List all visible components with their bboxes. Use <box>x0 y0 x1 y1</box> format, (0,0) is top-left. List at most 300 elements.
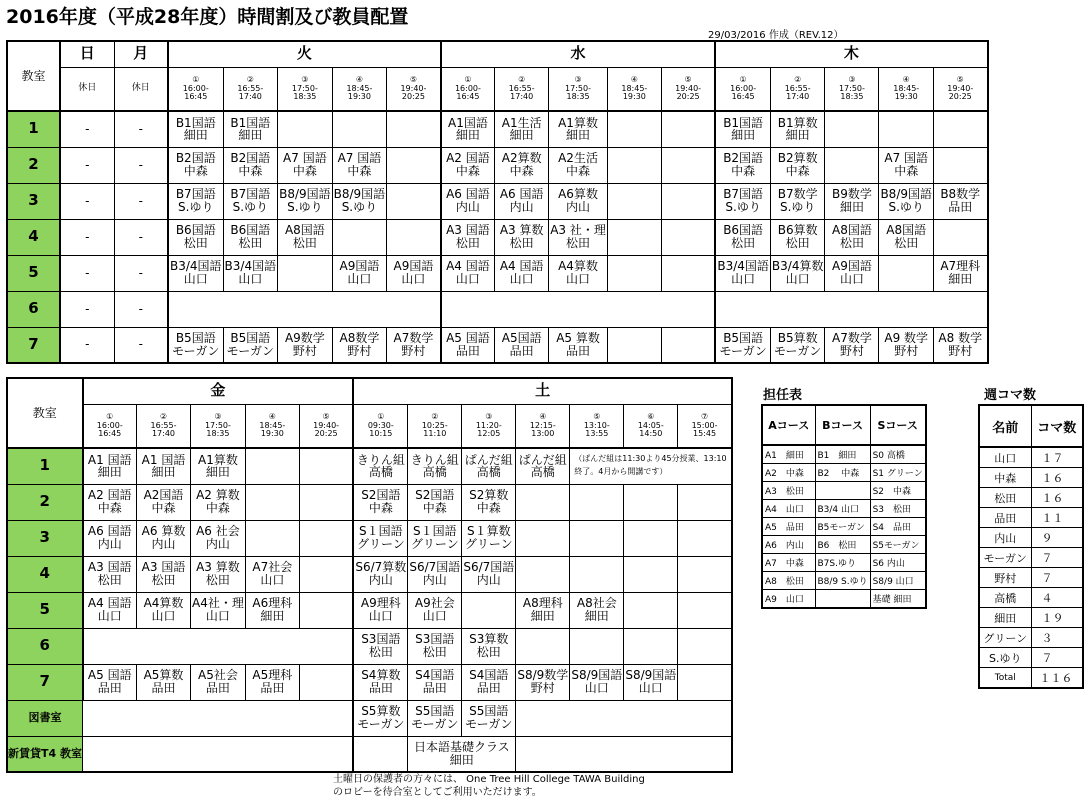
class-subject: B6算数 <box>777 223 818 238</box>
lesson-count: １７ <box>1031 447 1083 468</box>
class-cell <box>770 183 825 219</box>
period-end: 10:15 <box>369 428 393 438</box>
class-teacher: 松田 <box>422 645 447 659</box>
class-cell <box>549 327 608 363</box>
empty-cell <box>570 556 624 592</box>
class-teacher: 内山 <box>455 200 480 214</box>
class-teacher: 中森 <box>292 164 317 178</box>
empty-cell <box>607 219 661 255</box>
class-teacher: 松田 <box>183 236 208 250</box>
class-cell <box>137 664 191 700</box>
course-header: Sコース <box>870 405 926 445</box>
empty-cell <box>661 219 715 255</box>
class-cell <box>353 592 407 628</box>
class-subject: A5国語 <box>501 331 542 346</box>
class-teacher: モーガン <box>774 343 822 358</box>
class-subject: A1算数 <box>198 452 238 467</box>
class-cell <box>387 327 441 363</box>
period-number: ⑤ <box>684 75 692 85</box>
room-number: 6 <box>7 291 60 327</box>
class-subject: A8国語 <box>284 223 325 238</box>
class-teacher: 品田 <box>368 681 393 695</box>
class-cell <box>825 183 879 219</box>
class-teacher: 品田 <box>260 681 285 695</box>
class-subject: S１算数 <box>466 524 511 539</box>
day-fri: 金 <box>83 378 354 404</box>
dash-cell: - <box>114 111 168 147</box>
period-start: 19:40- <box>675 83 702 93</box>
empty-cell <box>624 628 678 664</box>
room-header: 教室 <box>7 41 60 111</box>
period-start: 15:00- <box>691 420 718 430</box>
class-teacher: 松田 <box>151 573 176 587</box>
class-teacher: 野村 <box>839 343 864 358</box>
empty-cell <box>83 628 354 664</box>
empty-cell <box>332 111 387 147</box>
class-subject: A9数学 <box>284 331 325 346</box>
class-teacher: グリーン <box>410 537 459 551</box>
empty-cell <box>516 700 732 736</box>
homeroom-cell: A5 品田 <box>762 518 815 536</box>
class-teacher: 品田 <box>455 343 480 358</box>
homeroom-cell: B6 松田 <box>815 536 870 554</box>
course-header: Bコース <box>815 405 870 445</box>
period-end: 16:45 <box>731 91 755 101</box>
room-number: 3 <box>7 183 60 219</box>
class-subject: A7 国語 <box>337 151 382 166</box>
class-cell <box>332 147 387 183</box>
period-end: 15:45 <box>693 428 717 438</box>
class-cell <box>549 255 608 291</box>
class-cell <box>441 255 495 291</box>
class-subject: B7国語 <box>175 187 216 202</box>
class-teacher: 中森 <box>566 164 591 178</box>
class-cell <box>168 147 223 183</box>
empty-cell <box>516 484 570 520</box>
holiday-label: 休日 <box>60 67 114 111</box>
class-teacher: 細田 <box>97 465 122 480</box>
day-tue: 火 <box>168 41 441 67</box>
class-cell <box>549 219 608 255</box>
period-start: 16:55- <box>237 83 264 93</box>
class-cell <box>715 183 770 219</box>
class-teacher: 松田 <box>238 236 263 250</box>
period-end: 14:50 <box>639 428 663 438</box>
class-subject: A6 国語 <box>87 524 132 539</box>
class-teacher: 中森 <box>368 501 393 515</box>
class-teacher: 高橋 <box>530 465 555 480</box>
class-subject: A5 国語 <box>446 331 490 346</box>
class-cell <box>462 628 516 664</box>
period-number: ④ <box>539 412 547 422</box>
class-subject: S2算数 <box>469 488 509 503</box>
teacher-name: S.ゆり <box>979 648 1031 668</box>
empty-cell <box>278 111 333 147</box>
class-teacher: グリーン <box>464 537 513 551</box>
class-cell <box>715 327 770 363</box>
period-end: 17:40 <box>510 91 534 101</box>
class-teacher: 細田 <box>566 128 591 143</box>
class-teacher: 松田 <box>368 645 393 659</box>
homeroom-cell: A1 細田 <box>762 445 815 464</box>
period-end: 18:35 <box>206 428 230 438</box>
class-cell <box>462 700 516 736</box>
empty-cell <box>516 520 570 556</box>
class-subject: B2国語 <box>723 151 764 166</box>
class-cell <box>168 219 223 255</box>
period-number: ③ <box>214 412 222 422</box>
empty-cell <box>570 628 624 664</box>
class-teacher: 細田 <box>530 609 555 623</box>
class-subject: B5国語 <box>175 331 216 346</box>
class-cell <box>495 327 549 363</box>
class-cell <box>223 327 278 363</box>
day-thu: 木 <box>715 41 987 67</box>
period-header <box>462 404 516 448</box>
class-teacher: 品田 <box>97 681 122 695</box>
period-start: 18:45- <box>893 83 920 93</box>
class-subject: B6国語 <box>175 223 216 238</box>
empty-cell <box>83 700 354 736</box>
class-cell <box>245 556 299 592</box>
class-subject: A9国語 <box>832 259 872 274</box>
class-subject: A1算数 <box>558 115 598 130</box>
class-teacher: 山口 <box>401 272 426 286</box>
class-teacher: 松田 <box>839 236 864 250</box>
class-cell <box>408 700 462 736</box>
class-subject: A5社会 <box>198 668 238 683</box>
period-header <box>624 404 678 448</box>
class-teacher: 山口 <box>785 272 810 286</box>
period-start: 19:40- <box>947 83 974 93</box>
class-subject: B7国語 <box>230 187 271 202</box>
period-number: ⑤ <box>956 75 964 85</box>
period-start: 11:20- <box>475 420 502 430</box>
class-teacher: モーガン <box>226 343 274 358</box>
class-subject: S3算数 <box>469 632 509 647</box>
dash-cell: - <box>60 183 114 219</box>
class-cell <box>441 219 495 255</box>
class-teacher: 細田 <box>455 128 480 143</box>
room-number: 4 <box>7 556 83 592</box>
class-teacher: 山口 <box>97 609 122 623</box>
empty-cell <box>661 147 715 183</box>
class-teacher: グリーン <box>356 537 405 551</box>
homeroom-cell: B5モーガン <box>815 518 870 536</box>
empty-cell <box>661 111 715 147</box>
period-start: 17:50- <box>565 83 591 93</box>
class-teacher: 松田 <box>97 573 122 587</box>
period-header <box>516 404 570 448</box>
period-start: 16:00- <box>182 83 209 93</box>
class-cell <box>770 111 825 147</box>
class-teacher: 細田 <box>839 200 864 214</box>
homeroom-cell: S8/9 山口 <box>870 572 926 590</box>
class-teacher: S.ゆり <box>232 200 269 214</box>
empty-cell <box>299 520 353 556</box>
class-cell <box>245 592 299 628</box>
class-teacher: 中森 <box>205 501 230 515</box>
period-header <box>83 404 137 448</box>
period-end: 20:25 <box>676 91 700 101</box>
lesson-count: ９ <box>1031 528 1083 548</box>
class-cell <box>462 556 516 592</box>
class-subject: A8国語 <box>886 223 927 238</box>
class-cell <box>332 255 387 291</box>
empty-cell <box>607 147 661 183</box>
class-subject: A9国語 <box>339 259 380 274</box>
dash-cell: - <box>114 255 168 291</box>
class-cell <box>353 664 407 700</box>
class-teacher: 細田 <box>785 128 810 143</box>
class-subject: B6国語 <box>723 223 764 238</box>
class-teacher: 松田 <box>476 645 501 659</box>
class-subject: S１国語 <box>359 524 403 539</box>
empty-cell <box>387 111 441 147</box>
class-teacher: S.ゆり <box>178 200 214 214</box>
class-teacher: 内山 <box>566 200 591 214</box>
class-teacher: S.ゆり <box>287 200 323 214</box>
dash-cell: - <box>114 147 168 183</box>
class-subject: B3/4国語 <box>170 259 222 274</box>
class-cell <box>441 327 495 363</box>
room-number: 4 <box>7 219 60 255</box>
period-header <box>223 67 278 111</box>
homeroom-cell: S3 松田 <box>870 500 926 518</box>
period-header <box>408 404 462 448</box>
period-number: ② <box>159 412 168 422</box>
period-number: ③ <box>848 75 856 85</box>
period-end: 18:35 <box>566 91 590 101</box>
class-teacher: 内山 <box>368 573 393 587</box>
class-subject: S3国語 <box>361 632 401 647</box>
class-cell <box>879 219 934 255</box>
period-end: 12:05 <box>477 428 501 438</box>
class-subject: A8 数学 <box>938 331 983 346</box>
period-end: 16:45 <box>184 91 208 101</box>
class-subject: A4 国語 <box>446 259 490 274</box>
class-subject: A4社・理 <box>192 596 244 611</box>
period-header <box>934 67 988 111</box>
class-cell <box>934 255 988 291</box>
class-subject: A1 国語 <box>87 452 132 467</box>
period-end: 19:30 <box>622 91 646 101</box>
period-number: ① <box>464 75 472 85</box>
period-number: ② <box>246 75 254 85</box>
note-line: （ぱんだ組は11:30より45分授業、 <box>574 454 704 464</box>
period-end: 19:30 <box>260 428 284 438</box>
class-teacher: 松田 <box>894 236 919 250</box>
class-teacher: 品田 <box>509 343 534 358</box>
class-subject: A4算数 <box>143 596 184 611</box>
room-number: 1 <box>7 448 83 484</box>
class-cell <box>934 327 988 363</box>
class-cell <box>825 255 879 291</box>
teacher-name: グリーン <box>979 628 1031 648</box>
period-number: ⑤ <box>409 75 418 85</box>
class-teacher: 中森 <box>731 164 756 178</box>
period-number: ① <box>377 412 385 422</box>
class-teacher: 山口 <box>455 272 480 286</box>
class-teacher: 中森 <box>476 501 501 515</box>
period-number: ⑥ <box>647 412 655 422</box>
period-start: 18:45- <box>259 420 286 430</box>
course-header: Aコース <box>762 405 815 445</box>
class-cell <box>825 327 879 363</box>
empty-cell <box>570 484 624 520</box>
homeroom-cell: A6 内山 <box>762 536 815 554</box>
period-end: 17:40 <box>786 91 810 101</box>
period-start: 16:00- <box>454 83 481 93</box>
period-number: ① <box>106 412 114 422</box>
class-teacher: S.ゆり <box>341 200 378 214</box>
class-cell <box>462 448 516 484</box>
class-subject: S2国語 <box>361 488 401 503</box>
class-teacher: 山口 <box>638 681 663 695</box>
class-subject: B2国語 <box>230 151 271 166</box>
period-end: 13:00 <box>531 428 555 438</box>
period-header <box>441 67 495 111</box>
holiday-label: 休日 <box>114 67 168 111</box>
class-teacher: S.ゆり <box>888 200 924 214</box>
period-header <box>332 67 387 111</box>
class-cell <box>278 147 333 183</box>
class-cell <box>191 448 246 484</box>
empty-cell <box>678 520 732 556</box>
class-subject: A3 国語 <box>141 560 186 575</box>
class-subject: S5算数 <box>361 704 401 719</box>
room-header: 教室 <box>7 378 83 448</box>
class-subject: B5算数 <box>777 331 818 346</box>
period-header <box>495 67 549 111</box>
class-cell <box>168 327 223 363</box>
period-end: 13:55 <box>585 428 609 438</box>
homeroom-cell: A3 松田 <box>762 482 815 500</box>
class-cell <box>462 484 516 520</box>
homeroom-cell: S6 内山 <box>870 554 926 572</box>
empty-cell <box>678 592 732 628</box>
class-subject: S5国語 <box>415 704 455 719</box>
room-number: 5 <box>7 592 83 628</box>
weekly-count-title: 週コマ数 <box>984 388 1037 403</box>
class-subject: A8理科 <box>522 596 563 611</box>
class-subject: S4国語 <box>469 668 509 683</box>
class-cell <box>770 255 825 291</box>
period-start: 16:55- <box>508 83 535 93</box>
dash-cell: - <box>114 219 168 255</box>
dash-cell: - <box>60 147 114 183</box>
class-subject: S5国語 <box>469 704 509 719</box>
class-subject: A7 国語 <box>884 151 929 166</box>
teacher-name: 野村 <box>979 568 1031 588</box>
class-subject: B3/4算数 <box>771 259 824 274</box>
class-teacher: 中森 <box>151 501 176 515</box>
period-start: 10:25- <box>421 420 448 430</box>
class-teacher: 中森 <box>785 164 810 178</box>
class-cell <box>715 219 770 255</box>
class-teacher: 細田 <box>205 465 230 480</box>
class-subject: A2算数 <box>501 151 542 166</box>
empty-cell <box>934 111 988 147</box>
class-cell <box>137 592 191 628</box>
class-teacher: 松田 <box>292 236 317 250</box>
class-teacher: 品田 <box>205 681 230 695</box>
class-subject: A8社会 <box>576 596 617 611</box>
teacher-name: 品田 <box>979 508 1031 528</box>
period-header <box>137 404 191 448</box>
class-cell <box>278 327 333 363</box>
class-cell <box>223 111 278 147</box>
class-cell <box>462 664 516 700</box>
weekly-header: 名前 <box>979 405 1031 447</box>
class-subject: A2 国語 <box>87 488 132 503</box>
class-subject: A3 国語 <box>87 560 132 575</box>
period-number: ⑤ <box>593 412 601 422</box>
class-subject: ぱんだ組 <box>518 452 567 467</box>
class-teacher: 内山 <box>205 537 230 551</box>
class-teacher: 内山 <box>476 573 501 587</box>
period-header <box>353 404 407 448</box>
empty-cell <box>462 592 516 628</box>
class-cell <box>387 255 441 291</box>
class-teacher: 細田 <box>183 128 208 143</box>
empty-cell <box>879 255 934 291</box>
class-subject: ぱんだ組 <box>464 452 513 467</box>
period-number: ③ <box>301 75 309 85</box>
class-teacher: 細田 <box>260 609 285 623</box>
class-cell <box>408 520 462 556</box>
period-start: 16:55- <box>784 83 811 93</box>
class-teacher: 細田 <box>731 128 756 143</box>
class-teacher: 内山 <box>509 200 534 214</box>
lesson-count: ７ <box>1031 568 1083 588</box>
empty-cell <box>570 520 624 556</box>
period-header <box>661 67 715 111</box>
class-teacher: 山口 <box>260 573 285 587</box>
class-cell <box>570 592 624 628</box>
class-teacher: 野村 <box>292 343 317 358</box>
period-header <box>715 67 770 111</box>
period-number: ④ <box>268 412 276 422</box>
class-subject: S4国語 <box>415 668 455 683</box>
class-teacher: 中森 <box>183 164 208 178</box>
dash-cell: - <box>60 327 114 363</box>
room-name-line: 新賃貸 <box>8 747 41 761</box>
class-cell <box>770 219 825 255</box>
period-start: 09:30- <box>367 420 394 430</box>
empty-cell <box>353 736 407 772</box>
room-number: 2 <box>7 484 83 520</box>
class-teacher: 細田 <box>151 465 176 480</box>
class-teacher: 細田 <box>948 272 973 286</box>
class-cell <box>825 219 879 255</box>
class-cell <box>441 147 495 183</box>
empty-cell <box>387 147 441 183</box>
class-subject: A9 数学 <box>884 331 929 346</box>
class-teacher: 松田 <box>785 236 810 250</box>
period-end: 17:40 <box>238 91 262 101</box>
period-header <box>770 67 825 111</box>
class-teacher: 山口 <box>584 681 609 695</box>
empty-cell <box>299 664 353 700</box>
class-cell <box>137 484 191 520</box>
class-cell <box>353 484 407 520</box>
class-teacher: 松田 <box>731 236 756 250</box>
period-number: ② <box>518 75 526 85</box>
class-cell <box>441 183 495 219</box>
room-number: 6 <box>7 628 83 664</box>
dash-cell: - <box>114 183 168 219</box>
